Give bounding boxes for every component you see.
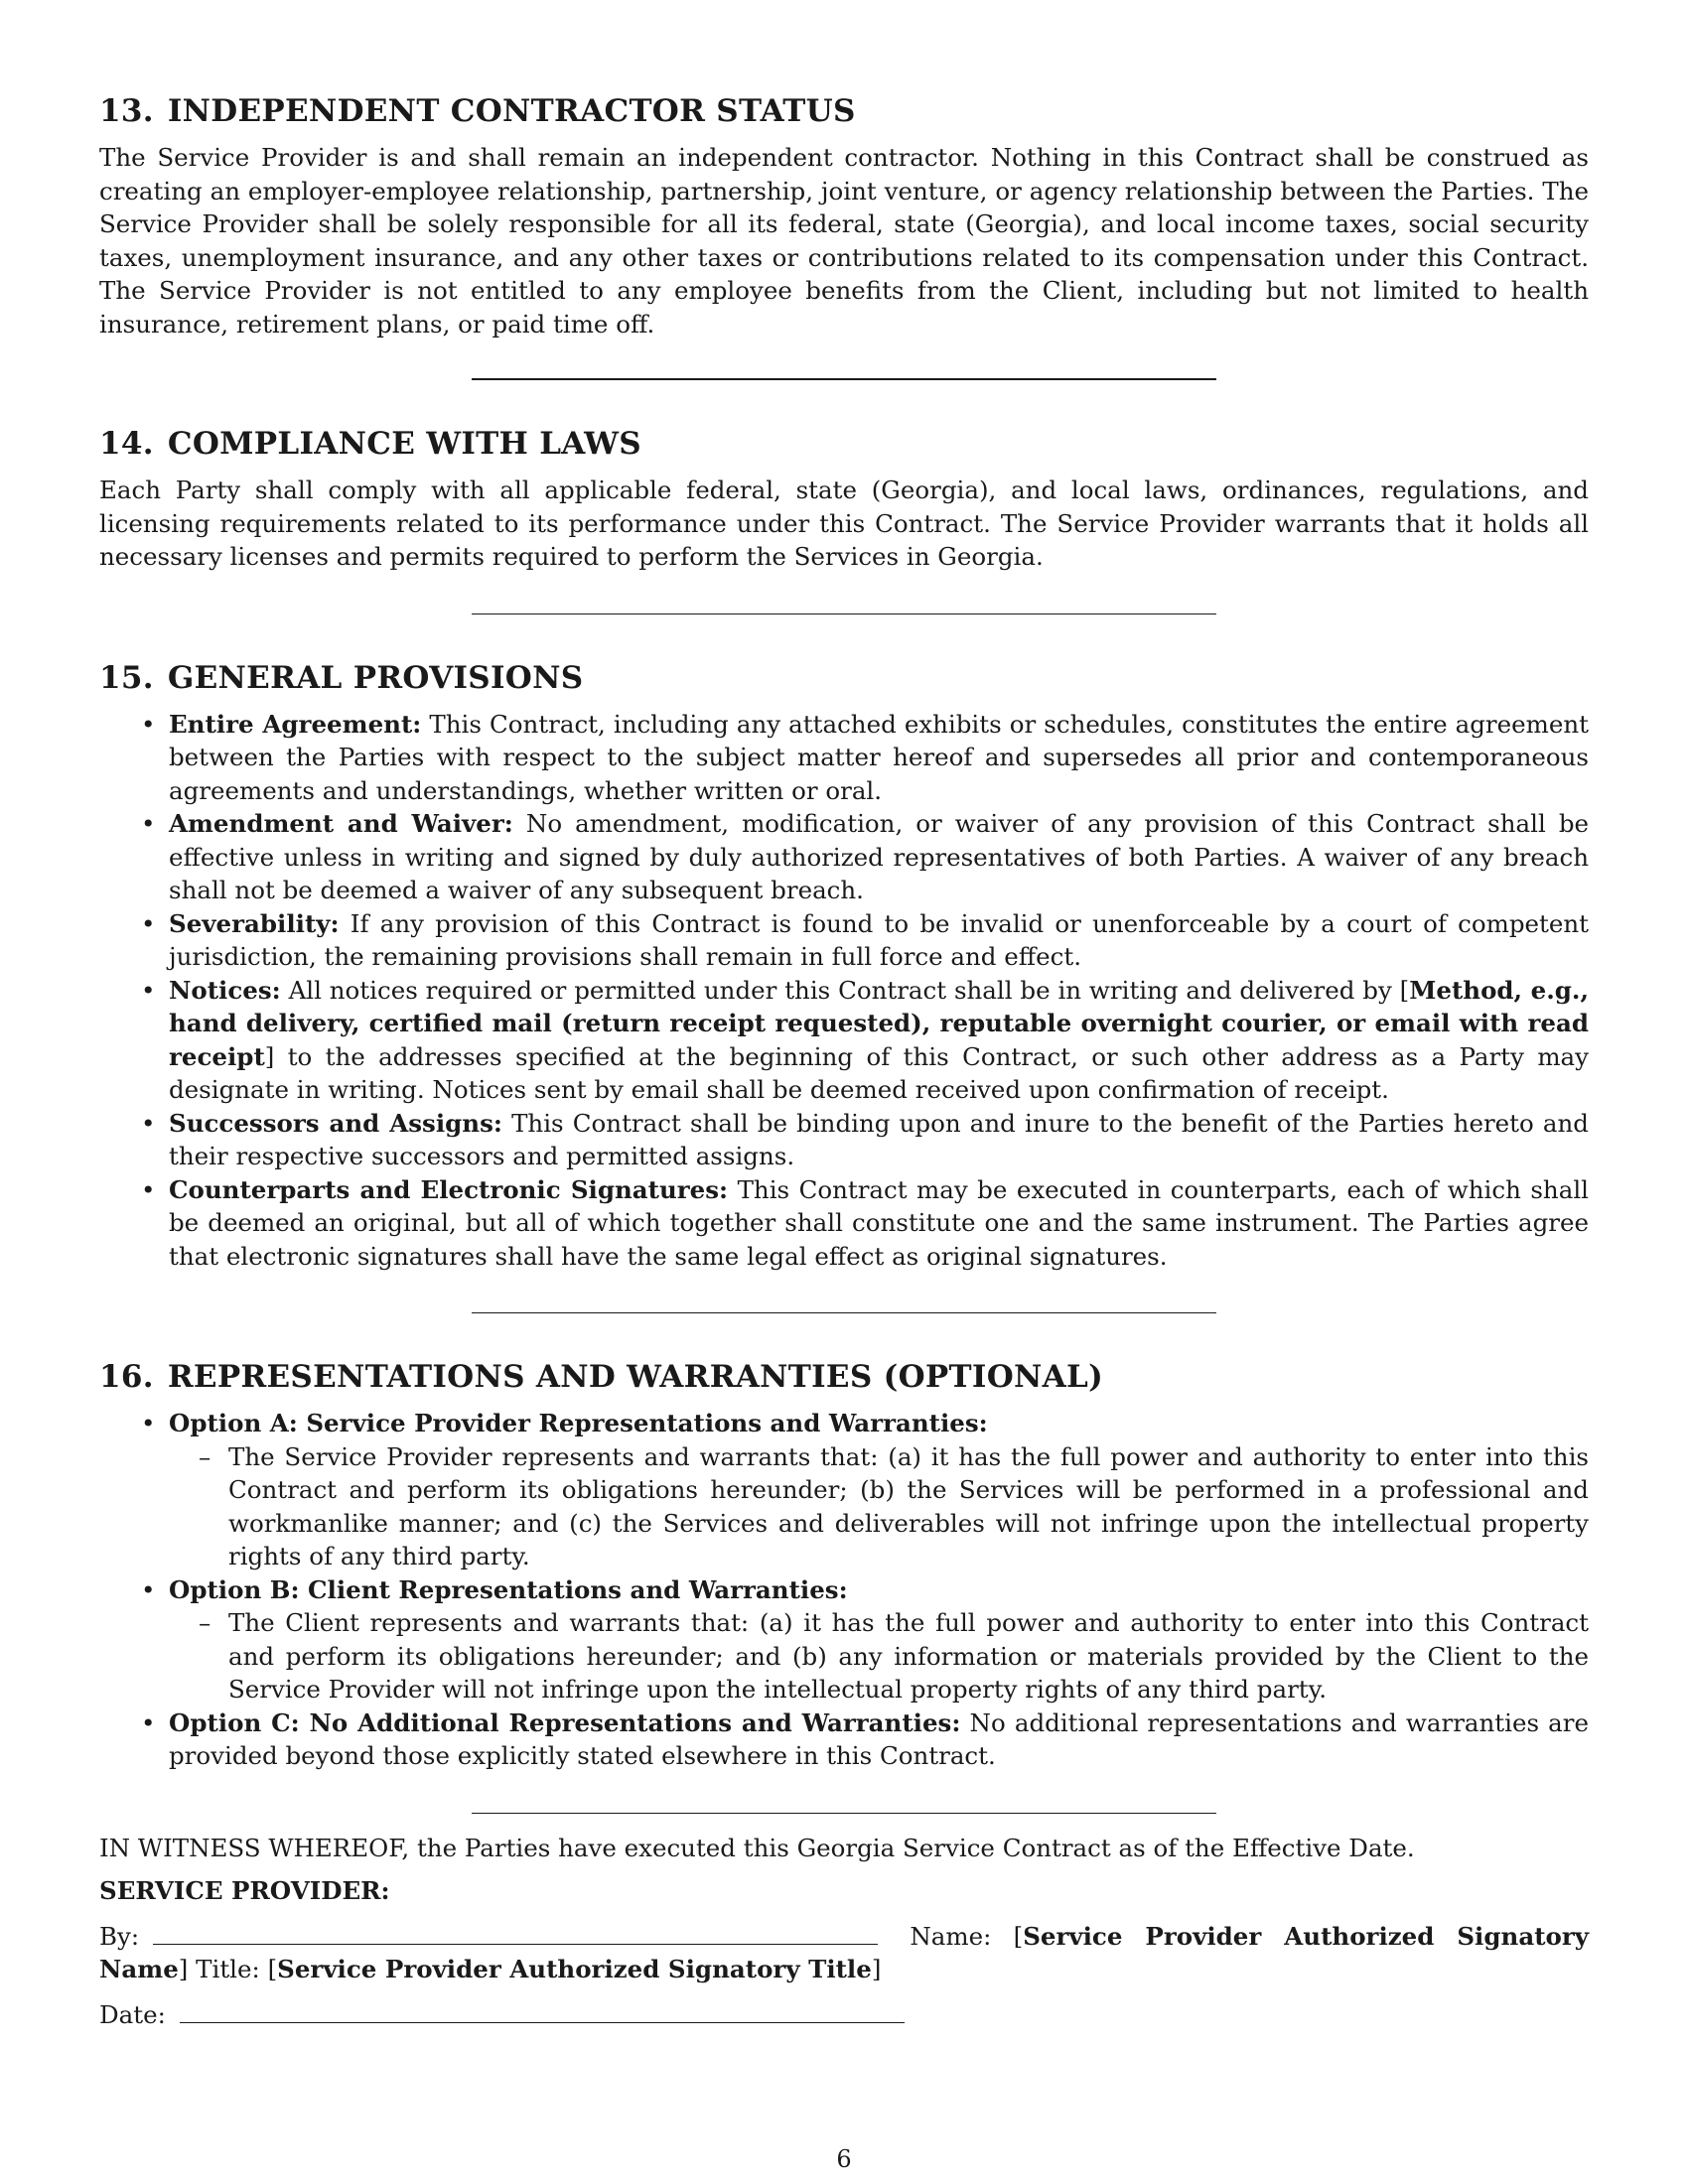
provision-text: If any provision of this Contract is found to be invalid or unenforceable by a court of competent jurisdiction, the remaining provisions shall remain in full force and effect.	[169, 908, 1589, 971]
provision-text: ] to the addresses specified at the beginning of this Contract, or such other address as a Party may designate in writing. Notices sent by email shall be deemed received upon confirmation of receipt.	[169, 1041, 1589, 1104]
list-item	[169, 1107, 1589, 1173]
section-15-number: 15.	[99, 659, 154, 696]
provision-text: No amendment, modification, or waiver of any provision of this Contract shall be effective unless in writing and signed by duly authorized representatives of both Parties. A waiver of any breach shall not be deemed a waiver of any subsequent breach.	[169, 809, 1590, 904]
option-c-label: Option C: No Additional Representations and Warranties:	[169, 1707, 961, 1737]
list-item	[169, 974, 1589, 1107]
witness-statement: IN WITNESS WHEREOF, the Parties have executed this Georgia Service Contract as of the Effective Date.	[99, 1833, 1415, 1862]
bracket: ]	[178, 1955, 189, 1983]
option-a-sublist	[169, 1440, 1589, 1573]
section-16-heading	[99, 1357, 1589, 1397]
option-b-label: Option B: Client Representations and Warranties:	[169, 1574, 848, 1604]
by-label: By:	[99, 1921, 140, 1951]
section-14-body: Each Party shall comply with all applicable federal, state (Georgia), and local laws, ordinances, regulations, and licensing requirements related to its performance under this Contract. The Service Provider warrants that it holds all necessary licenses and permits required to perform the Services in Georgia.	[99, 476, 1589, 571]
section-13-number: 13.	[99, 93, 154, 129]
list-item	[169, 1573, 1589, 1706]
section-divider	[472, 1813, 1216, 1814]
list-item	[169, 807, 1589, 907]
provision-text: This Contract shall be binding upon and inure to the benefit of the Parties hereto and their respective successors and permitted assigns.	[169, 1108, 1589, 1170]
provision-label: Entire Agreement:	[169, 709, 422, 739]
name-label: Name:	[910, 1921, 992, 1951]
provision-text: All notices required or permitted under this Contract shall be in writing and delivered by [	[288, 975, 1410, 1005]
section-14-title: COMPLIANCE WITH LAWS	[167, 426, 641, 462]
document-page	[99, 91, 1589, 2031]
provision-label: Notices:	[169, 975, 281, 1005]
signatory-title-placeholder: Service Provider Authorized Signatory Title	[277, 1955, 872, 1983]
section-divider	[472, 378, 1216, 380]
date-label: Date:	[99, 1999, 166, 2029]
page-number: 6	[836, 2145, 852, 2173]
section-13-body: The Service Provider is and shall remain an independent contractor. Nothing in this Contract shall be construed as creating an employer-employee relationship, partnership, joint venture, or agency relationship between the Parties. The Service Provider shall be solely responsible for all its federal, state (Georgia), and local income taxes, social security taxes, unemployment insurance, and any other taxes or contributions related to its compensation under this Contract. The Service Provider is not entitled to any employee benefits from the Client, including but not limited to health insurance, retirement plans, or paid time off.	[99, 143, 1589, 339]
bracket: ]	[871, 1955, 882, 1983]
list-item	[169, 1173, 1589, 1274]
section-divider	[472, 1312, 1216, 1313]
provision-label: Severability:	[169, 908, 340, 938]
provision-label: Successors and Assigns:	[169, 1108, 502, 1138]
service-provider-heading	[99, 1874, 1589, 1908]
provision-text: This Contract may be executed in counterparts, each of which shall be deemed an original, but all of which together shall constitute one and the same instrument. The Parties agree that electronic signatures shall have the same legal effect as original signatures.	[169, 1174, 1589, 1271]
provision-text: This Contract, including any attached exhibits or schedules, constitutes the entire agreement between the Parties with respect to the subject matter hereof and supersedes all prior and contemporaneous agreements and understandings, whether written or oral.	[169, 709, 1589, 805]
section-13-title: INDEPENDENT CONTRACTOR STATUS	[167, 93, 856, 129]
signature-by-line	[99, 1920, 1589, 1986]
service-provider-label: SERVICE PROVIDER:	[99, 1876, 390, 1905]
option-a-label: Option A: Service Provider Representations and Warranties:	[169, 1409, 988, 1437]
section-15-title: GENERAL PROVISIONS	[167, 659, 584, 696]
section-16-title: REPRESENTATIONS AND WARRANTIES (OPTIONAL)	[167, 1359, 1104, 1395]
section-13-heading	[99, 91, 1589, 131]
provision-label: Amendment and Waiver:	[169, 809, 513, 838]
signature-date-line	[99, 1998, 1589, 2032]
section-14-heading	[99, 424, 1589, 464]
option-a-text: – The Service Provider represents and warrants that: (a) it has the full power and authority to enter into this Contract and perform its obligations hereunder; (b) the Services will be performed in a professional and workmanlike manner; and (c) the Services and deliverables will not infringe upon the intellectual property rights of any third party.	[228, 1440, 1589, 1573]
warranties-list	[99, 1407, 1589, 1773]
list-item	[169, 1407, 1589, 1573]
section-16-number: 16.	[99, 1359, 154, 1395]
provision-label: Counterparts and Electronic Signatures:	[169, 1174, 729, 1204]
list-item	[169, 708, 1589, 808]
title-label: Title:	[196, 1955, 260, 1983]
list-item	[169, 907, 1589, 974]
section-15-heading	[99, 658, 1589, 698]
date-field[interactable]	[180, 1998, 905, 2023]
signature-field[interactable]	[153, 1920, 878, 1945]
list-item	[169, 1706, 1589, 1773]
general-provisions-list	[99, 708, 1589, 1274]
notice-method-placeholder: Method, e.g., hand delivery, certified mail (return receipt requested), reputable overnight courier, or email with read receipt	[169, 975, 1589, 1071]
bracket: [	[1013, 1921, 1024, 1951]
bracket: [	[267, 1955, 278, 1983]
section-14-number: 14.	[99, 426, 154, 462]
option-b-sublist	[169, 1606, 1589, 1706]
option-b-text: – The Client represents and warrants that: (a) it has the full power and authority to enter into this Contract and perform its obligations hereunder; and (b) any information or materials provided by the Client to the Service Provider will not infringe upon the intellectual property rights of any third party.	[228, 1606, 1589, 1706]
signatory-name-placeholder: Service Provider Authorized Signatory Name	[99, 1921, 1589, 1983]
option-c-text: No additional representations and warranties are provided beyond those explicitly stated elsewhere in this Contract.	[169, 1707, 1589, 1770]
